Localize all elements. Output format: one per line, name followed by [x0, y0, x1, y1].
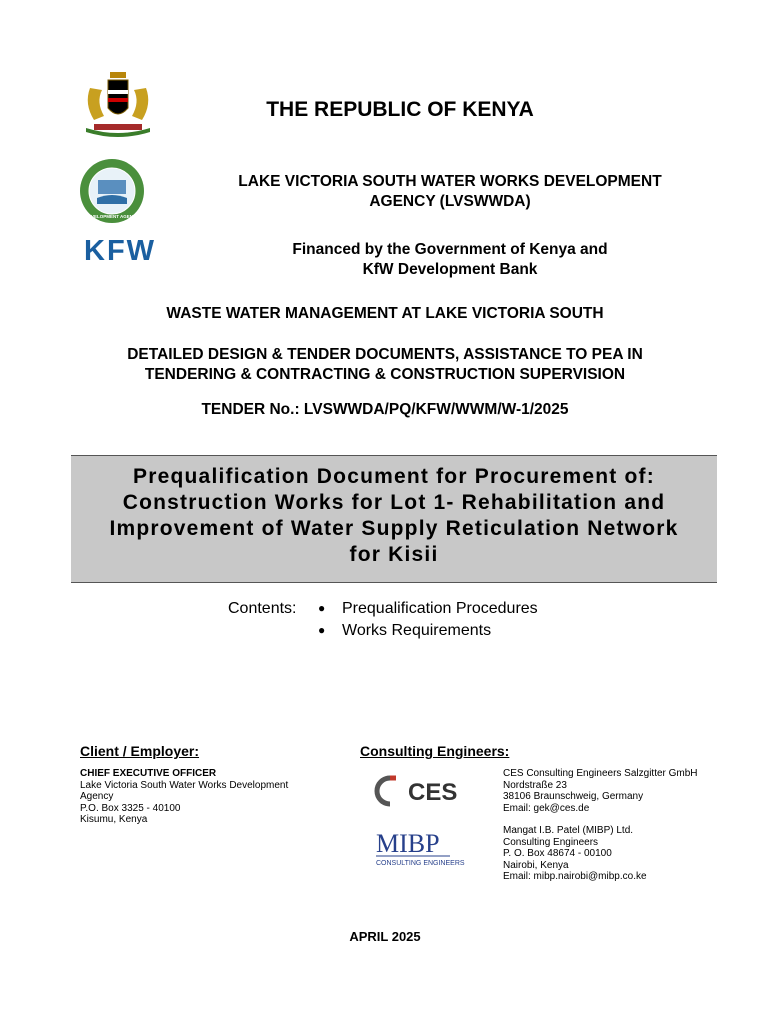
mibp-line: Mangat I.B. Patel (MIBP) Ltd.	[503, 825, 634, 836]
contents-item: ● Works Requirements	[318, 622, 492, 639]
tender-number: TENDER No.: LVSWWDA/PQ/KFW/WWM/W-1/2025	[201, 401, 569, 418]
financing-line1: Financed by the Government of Kenya and	[292, 241, 608, 258]
svg-text:CONSULTING ENGINEERS: CONSULTING ENGINEERS	[376, 860, 465, 867]
ces-line: 38106 Braunschweig, Germany	[503, 791, 644, 802]
mibp-line: Nairobi, Kenya	[503, 859, 569, 871]
mibp-line: Consulting Engineers	[503, 836, 599, 848]
kenya-coat-of-arms-icon	[80, 68, 156, 140]
kfw-logo: KFW	[84, 235, 157, 267]
client-line: P.O. Box 3325 - 40100	[80, 802, 181, 814]
preq-line2: Construction Works for Lot 1- Rehabilitation and	[122, 491, 666, 514]
document-date: APRIL 2025	[349, 929, 421, 944]
republic-title: THE REPUBLIC OF KENYA	[266, 98, 534, 121]
ces-line: Nordstraße 23	[503, 779, 567, 791]
svg-text:CES: CES	[408, 779, 458, 806]
contents-item: ● Prequalification Procedures	[318, 600, 538, 617]
preq-line4: for Kisii	[349, 543, 439, 566]
ces-line: Email: gek@ces.de	[503, 802, 590, 814]
lvswwda-seal-icon	[79, 158, 145, 224]
ces-line: CES Consulting Engineers Salzgitter GmbH	[503, 768, 698, 779]
bullet-icon: ●	[318, 623, 326, 637]
mibp-line: Email: mibp.nairobi@mibp.co.ke	[503, 871, 647, 882]
ces-logo	[370, 774, 472, 808]
service-title	[60, 345, 710, 385]
financing-statement	[200, 240, 700, 280]
svg-text:DEVELOPMENT AGENCY: DEVELOPMENT AGENCY	[84, 214, 140, 219]
financing-line2: KfW Development Bank	[362, 261, 538, 278]
bullet-icon: ●	[318, 601, 326, 615]
prequalification-title	[71, 464, 717, 568]
client-title: CHIEF EXECUTIVE OFFICER	[80, 768, 217, 779]
service-line2: TENDERING & CONTRACTING & CONSTRUCTION SUPERVISION	[144, 366, 626, 383]
contents-label: Contents:	[228, 600, 297, 617]
preq-line1: Prequalification Document for Procurement of:	[133, 465, 655, 488]
agency-name	[160, 172, 740, 212]
mibp-address	[503, 825, 743, 883]
svg-text:MIBP: MIBP	[376, 829, 440, 858]
agency-name-line2: AGENCY (LVSWWDA)	[369, 193, 531, 210]
client-line: Agency	[80, 791, 114, 802]
client-line: Kisumu, Kenya	[80, 814, 148, 825]
service-line1: DETAILED DESIGN & TENDER DOCUMENTS, ASSISTANCE TO PEA IN	[127, 346, 643, 363]
client-heading: Client / Employer:	[80, 743, 200, 759]
project-title: WASTE WATER MANAGEMENT AT LAKE VICTORIA SOUTH	[166, 305, 604, 322]
agency-name-line1: LAKE VICTORIA SOUTH WATER WORKS DEVELOPMENT	[238, 173, 662, 190]
preq-line3: Improvement of Water Supply Reticulation Network	[109, 517, 679, 540]
mibp-line: P. O. Box 48674 - 00100	[503, 848, 612, 859]
client-line: Lake Victoria South Water Works Development	[80, 779, 289, 791]
consultants-heading: Consulting Engineers:	[360, 743, 510, 759]
ces-address	[503, 768, 743, 814]
client-address	[80, 768, 320, 826]
mibp-logo	[374, 826, 465, 868]
